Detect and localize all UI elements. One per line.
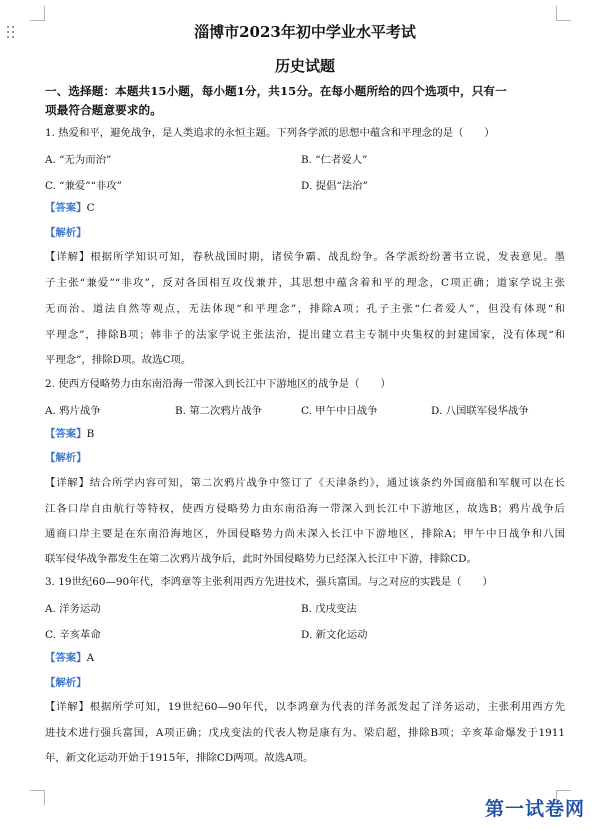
question-2-option-b: B. 第二次鸦片战争 bbox=[175, 405, 262, 417]
section-heading-line-1: 一、选择题：本题共15小题，每小题1分，共15分。在每小题所给的四个选项中，只有一 bbox=[45, 84, 507, 98]
watermark-logo: 第一试卷网 bbox=[484, 798, 585, 820]
question-2-analysis-tag: 【解析】 bbox=[45, 452, 87, 464]
exam-title: 淄博市2023年初中学业水平考试 bbox=[194, 23, 416, 41]
answer-value: B bbox=[86, 428, 95, 440]
question-3-option-a: A. 洋务运动 bbox=[45, 603, 101, 615]
question-2-detail-line: 通商口岸主要是在东南沿海地区，外国侵略势力尚未深入长江中下游地区，排除A；甲午中日战争和八国 bbox=[45, 528, 565, 540]
question-3-detail-line: 【详解】根据所学可知，19世纪60—90年代，以李鸿章为代表的洋务派发起了洋务运动，主张利用西方先 bbox=[45, 701, 565, 713]
answer-value: A bbox=[86, 652, 95, 664]
crop-mark-top-right bbox=[556, 6, 571, 21]
answer-tag: 【答案】 bbox=[45, 652, 87, 664]
question-2-detail-line: 江各口岸自由航行等特权，使西方侵略势力由东南沿海一带深入到长江中下游地区，故选B；鸦片战争后 bbox=[45, 503, 565, 515]
detail-tag: 【详解】 bbox=[45, 477, 90, 489]
question-3-stem: 3. 19世纪60—90年代，李鸿章等主张利用西方先进技术，强兵富国。与之对应的实践是（ ） bbox=[45, 576, 493, 588]
question-1-answer bbox=[45, 201, 565, 215]
drag-handle-icon[interactable] bbox=[7, 26, 17, 40]
question-2-answer bbox=[45, 427, 565, 441]
question-1-option-d: D. 提倡“法治” bbox=[301, 180, 368, 192]
question-3-detail-line: 进技术进行强兵富国，A项正确；戊戌变法的代表人物是康有为、梁启超，排除B项；辛亥革命爆发于1911 bbox=[45, 727, 565, 739]
question-2-option-d: D. 八国联军侵华战争 bbox=[431, 405, 529, 417]
question-1-detail-line: 平理念”，排除B项；韩非子的法家学说主张法治，提出建立君主专制中央集权的封建国家，没有体现“和 bbox=[45, 329, 565, 341]
question-2-stem: 2. 使西方侵略势力由东南沿海一带深入到长江中下游地区的战争是（ ） bbox=[45, 378, 391, 390]
question-3-option-c: C. 辛亥革命 bbox=[45, 629, 101, 641]
question-3-detail-line: 年，新文化运动开始于1915年，排除CD两项。故选A项。 bbox=[45, 752, 314, 764]
question-1-option-a: A. “无为而治” bbox=[45, 154, 112, 166]
question-1-option-b: B. “仁者爱人” bbox=[301, 154, 368, 166]
section-heading-line-2: 项最符合题意要求的。 bbox=[45, 103, 162, 117]
question-2-option-a: A. 鸦片战争 bbox=[45, 405, 101, 417]
crop-mark-top-left bbox=[30, 6, 45, 21]
answer-value: C bbox=[86, 202, 95, 214]
answer-tag: 【答案】 bbox=[45, 202, 87, 214]
question-1-detail-line: 【详解】根据所学知识可知，春秋战国时期，诸侯争霸、战乱纷争。各学派纷纷著书立说，发表意见。墨 bbox=[45, 251, 566, 263]
question-1-stem: 1. 热爱和平，避免战争，是人类追求的永恒主题。下列各学派的思想中蕴含和平理念的是（ ） bbox=[45, 127, 495, 139]
question-1-detail-line: 平理念”，排除D项。故选C项。 bbox=[45, 354, 192, 366]
question-3-analysis-tag: 【解析】 bbox=[45, 677, 87, 689]
question-1-detail-line: 无而治、道法自然等观点，无法体现“和平理念”，排除A项；孔子主张“仁者爱人”，但没有体现“和 bbox=[45, 303, 565, 315]
question-1-detail-line: 子主张“兼爱”“非攻”，反对各国相互攻伐兼并，其思想中蕴含着和平的理念，C项正确；道家学说主张 bbox=[45, 277, 565, 289]
question-2-detail-line: 联军侵华战争都发生在第二次鸦片战争后，此时外国侵略势力已经深入长江中下游，排除CD。 bbox=[45, 553, 477, 565]
exam-subtitle: 历史试题 bbox=[274, 57, 335, 75]
detail-tag: 【详解】 bbox=[45, 251, 91, 263]
question-3-option-b: B. 戊戌变法 bbox=[301, 603, 357, 615]
question-3-answer bbox=[45, 651, 565, 665]
question-3-option-d: D. 新文化运动 bbox=[301, 629, 368, 641]
question-2-option-c: C. 甲午中日战争 bbox=[301, 405, 378, 417]
question-1-option-c: C. “兼爱”“非攻” bbox=[45, 180, 122, 192]
question-2-detail-line: 【详解】结合所学内容可知，第二次鸦片战争中签订了《天津条约》，通过该条约外国商船和军舰可以在长 bbox=[45, 477, 566, 489]
answer-tag: 【答案】 bbox=[45, 428, 87, 440]
crop-mark-bottom-left bbox=[30, 790, 45, 805]
detail-tag: 【详解】 bbox=[45, 701, 90, 713]
question-1-analysis-tag: 【解析】 bbox=[45, 227, 87, 239]
